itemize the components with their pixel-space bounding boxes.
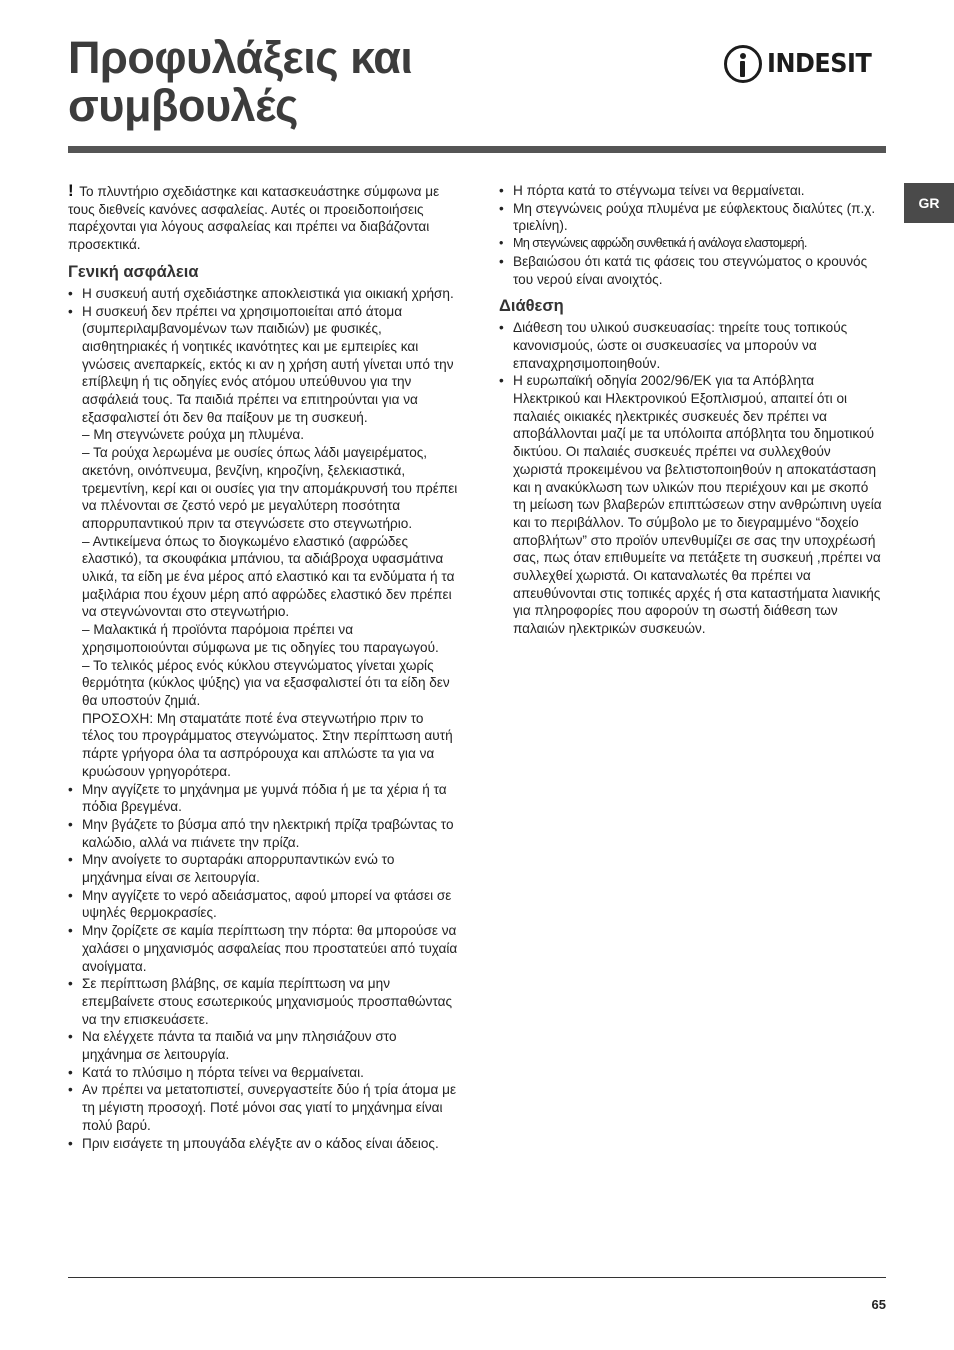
list-item: • Κατά το πλύσιμο η πόρτα τείνει να θερμαίνεται. (68, 1064, 458, 1082)
warning-mark-icon: ! (68, 181, 74, 200)
dryer-warnings-list (499, 182, 884, 288)
list-item: • Η πόρτα κατά το στέγνωμα τείνει να θερμαίνεται. (499, 182, 884, 200)
page-title-line1: Προφυλάξεις και (68, 32, 413, 83)
list-item-text: • Η συσκευή δεν πρέπει να χρησιμοποιείται από άτομα (συμπεριλαμβανομένων των παιδιών) με φυσικές, αισθητηριακές ή νοητικές ικανότητες και με εμπειρίες και γνώσεις ανεπαρκείς, εκτός κι αν η χρήση αυτή γίνεται υπό την επίβλεψη ή τις οδηγίες ενός ατόμου υπεύθυνου για την ασφάλειά τους. Τα παιδιά πρέπει να επιτηρούνται για να εξασφαλιστεί ότι δεν θα παίξουν με τη συσκευή. (82, 303, 454, 425)
list-item: • Μη στεγνώνεις αφρώδη συνθετικά ή ανάλογα ελαστομερή. (499, 235, 884, 253)
page-title-line2: συμβουλές (68, 80, 298, 131)
list-item: • Η ευρωπαϊκή οδηγία 2002/96/ΕΚ για τα Απόβλητα Ηλεκτρικού και Ηλεκτρονικού Εξοπλισμού, απαιτεί ότι οι παλαιές οικιακές ηλεκτρικές συσκευές δεν πρέπει να αποβάλλονται μαζί με τα υπόλοιπα απόβλητα του δημοτικού δικτύου. Οι παλαιές συσκευές πρέπει να συλλεχθούν χωριστά προκειμένου να βελτιστοποιηθούν η αποκατάσταση και η ανακύκλωση των υλικών που περιέχουν και με σκοπό τη μείωση των βλαβερών επιπτώσεων στην ανθρώπινη υγεία και το περιβάλλον. Το σύμβολο με το διεγραμμένο “δοχείο αποβλήτων” στο προϊόν υπενθυμίζει σε σας την υποχρέωσή σας, πως όταν επιθυμείτε να πετάξετε τη συσκευή ,πρέπει να συλλεχθεί χωριστά. Οι καταναλωτές θα πρέπει να απευθύνονται στις τοπικές αρχές ή στα καταστήματα λιανικής για πληροφορίες που αφορούν τη σωστή διάθεση των παλαιών ηλεκτρικών συσκευών. (499, 372, 884, 638)
list-item: • Μην αγγίζετε το μηχάνημα με γυμνά πόδια ή με τα χέρια ή τα πόδια βρεγμένα. (68, 781, 458, 816)
list-item: • Μην ζορίζετε σε καμία περίπτωση την πόρτα: θα μπορούσε να χαλάσει ο μηχανισμός ασφαλείας που προστατεύει από τυχαία ανοίγματα. (68, 922, 458, 975)
footer-divider (68, 1277, 886, 1278)
list-item: • Μη στεγνώνεις ρούχα πλυμένα με εύφλεκτους διαλύτες (π.χ. τριελίνη). (499, 200, 884, 235)
list-item: • Πριν εισάγετε τη μπουγάδα ελέγξτε αν ο κάδος είναι άδειος. (68, 1135, 458, 1153)
sub-item: – Μαλακτικά ή προϊόντα παρόμοια πρέπει να χρησιμοποιούνται σύμφωνα με τις οδηγίες του παραγωγού. (82, 622, 439, 655)
list-item: • Να ελέγχετε πάντα τα παιδιά να μην πλησιάζουν στο μηχάνημα σε λειτουργία. (68, 1028, 458, 1063)
sub-item: – Το τελικός μέρος ενός κύκλου στεγνώματος γίνεται χωρίς θερμότητα (κύκλος ψύξης) για να εξασφαλιστεί ότι τα είδη δεν θα υποστούν ζημιά. (82, 657, 450, 708)
disposal-list (499, 319, 884, 638)
right-column (499, 182, 884, 638)
sub-item: – Τα ρούχα λερωμένα με ουσίες όπως λάδι μαγειρέματος, ακετόνη, οινόπνευμα, βενζίνη, κηροζίνη, ξελεκιαστικά, τρεμεντίνη, κερί και οι ουσίες για την απομάκρυνσή του πρέπει να πλένονται σε ζεστό νερό με μεγαλύτερη ποσότητα απορρυπαντικού πριν τα στεγνώσετε στο στεγνωτήριο. (82, 445, 458, 531)
general-safety-heading: Γενική ασφάλεια (68, 262, 199, 281)
list-item: • Η συσκευή αυτή σχεδιάστηκε αποκλειστικά για οικιακή χρήση. (68, 285, 458, 303)
disposal-heading: Διάθεση (499, 297, 564, 316)
header-divider (68, 146, 886, 153)
list-item (68, 303, 458, 781)
indesit-logo-icon (724, 45, 762, 83)
list-item: • Μην βγάζετε το βύσμα από την ηλεκτρική πρίζα τραβώντας το καλώδιο, αλλά να πιάνετε την πρίζα. (68, 816, 458, 851)
list-item: • Αν πρέπει να μετατοπιστεί, συνεργαστείτε δύο ή τρία άτομα με τη μέγιστη προσοχή. Ποτέ μόνοι σας γιατί το μηχάνημα είναι πολύ βαρύ. (68, 1081, 458, 1134)
list-item: • Διάθεση του υλικού συσκευασίας: τηρείτε τους τοπικούς κανονισμούς, ώστε οι συσκευασίες να μπορούν να επαναχρησιμοποιηθούν. (499, 319, 884, 372)
page-number: 65 (871, 1297, 886, 1312)
language-tab: GR (904, 183, 954, 223)
list-item: • Μην αγγίζετε το νερό αδειάσματος, αφού μπορεί να φτάσει σε υψηλές θερμοκρασίες. (68, 887, 458, 922)
page-title (68, 34, 588, 130)
intro-paragraph (68, 182, 458, 254)
caution-note: ΠΡΟΣΟΧΗ: Μη σταματάτε ποτέ ένα στεγνωτήριο πριν το τέλος του προγράμματος στεγνώματος. Στην περίπτωση αυτή πάρτε γρήγορα όλα τα ασπρόρουχα και απλώστε τα για να κρυώσουν γρηγορότερα. (82, 710, 453, 779)
sub-item: – Μη στεγνώνετε ρούχα μη πλυμένα. (82, 427, 304, 443)
general-safety-list (68, 285, 458, 1152)
list-item: • Βεβαιώσου ότι κατά τις φάσεις του στεγνώματος ο κρουνός του νερού είναι ανοιχτός. (499, 253, 884, 288)
left-column (68, 182, 458, 1152)
intro-text: Το πλυντήριο σχεδιάστηκε και κατασκευάστηκε σύμφωνα με τους διεθνείς κανόνες ασφαλείας. Αυτές οι προειδοποιήσεις παρέχονται για λόγους ασφαλείας και πρέπει να διαβάζονται προσεκτικά. (68, 184, 440, 253)
brand-logo (724, 42, 886, 86)
brand-name: INDESIT (767, 49, 872, 79)
sub-item: – Αντικείμενα όπως το διογκωμένο ελαστικό (αφρώδες ελαστικό), τα σκουφάκια μπάνιου, τα αδιάβροχα υφασμάτινα υλικά, τα είδη με ένα μέρος από ελαστικό και τα ενδύματα ή τα μαξιλάρια που έχουν μέρη από αφρώδες ελαστικό δεν πρέπει να στεγνώνονται στο στεγνωτήριο. (82, 533, 455, 620)
list-item: • Μην ανοίγετε το συρταράκι απορρυπαντικών ενώ το μηχάνημα είναι σε λειτουργία. (68, 851, 458, 886)
list-item: • Σε περίπτωση βλάβης, σε καμία περίπτωση να μην επεμβαίνετε στους εσωτερικούς μηχανισμούς προσπαθώντας να την επισκευάσετε. (68, 975, 458, 1028)
